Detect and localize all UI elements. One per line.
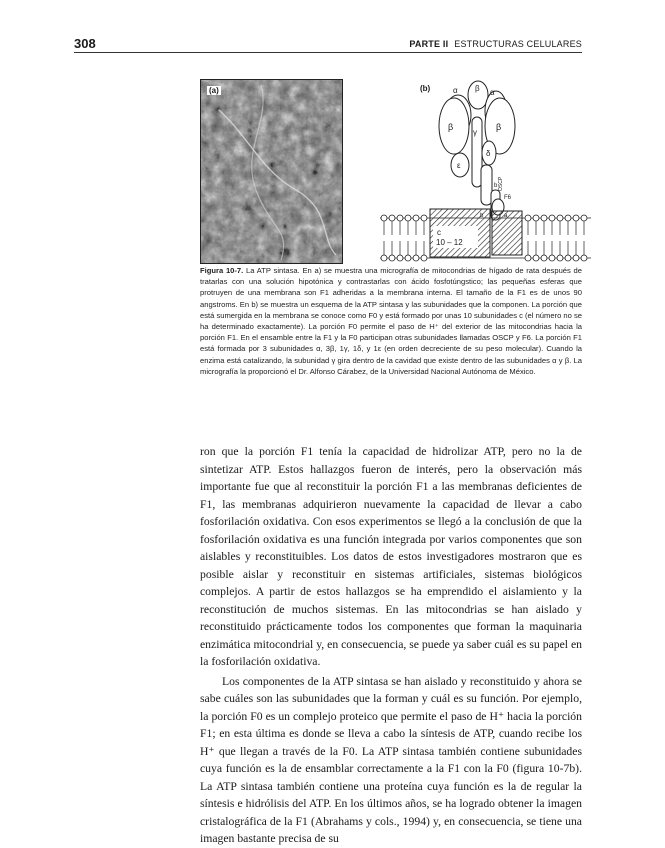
oscp-subunit — [481, 165, 492, 205]
micrograph-image — [200, 79, 343, 264]
label-gamma: γ — [473, 128, 477, 137]
label-alpha-top-left: α — [453, 86, 458, 95]
section-title: ESTRUCTURAS CELULARES — [454, 39, 582, 49]
header-rule — [74, 52, 582, 53]
label-beta-right: β — [496, 122, 502, 132]
label-c-count: 10 – 12 — [436, 238, 463, 247]
label-beta-left: β — [448, 122, 454, 132]
label-b-base: b — [480, 213, 484, 219]
label-beta-top: β — [475, 84, 480, 93]
label-oscp: OSCP — [498, 176, 504, 191]
beta-subunit-left — [439, 98, 469, 154]
page-number: 308 — [74, 36, 96, 51]
panel-a-label: (a) — [209, 86, 219, 95]
caption-label: Figura 10-7. — [200, 266, 244, 275]
part-label: PARTE II — [409, 39, 449, 49]
running-head — [409, 39, 582, 49]
label-alpha-top-right: α — [490, 88, 495, 97]
label-delta: δ — [486, 149, 491, 158]
label-epsilon: ε — [457, 161, 461, 170]
label-f6: F6 — [504, 195, 512, 201]
caption-text: La ATP sintasa. En a) se muestra una micrografía de mitocondrias de hígado de rata después de tratarlas con una solución hipotónica y contrastarlas con ácido fosfotúngstico; las pequeñas esferas que protruyen de una membrana son F1 adheridas a la membrana interna. El tamaño de la F1 es de unos 90 angstroms. En b) se muestra un esquema de la ATP sintasa y las subunidades que la componen. La porción que está sumergida en la membrana se conoce como F0 y está formado por unas 10 subunidades c (el número no se ha determinado exactamente). La porción F0 permite el paso de H⁺ del exterior de las mitocondrias hacia la porción F1. En el ensamble entre la F1 y la F0 participan otras subunidades llamadas OSCP y F6. La porción F1 está formada por 3 subunidades α, 3β, 1γ, 1δ, y 1ε (en orden decreciente de su peso molecular). Cuando la enzima está catalizando, la subunidad γ gira dentro de la cavidad que existe dentro de las subunidades α y β. La micrografía la proporcionó el Dr. Alfonso Cárabez, de la Universidad Nacional Autónoma de México. — [200, 266, 583, 376]
body-text — [200, 443, 582, 848]
paragraph-1: ron que la porción F1 tenía la capacidad de hidrolizar ATP, pero no la de sintetizar ATP. Estos hallazgos fueron de interés, pero la observación más importante fue que al reconstituir la porción F1 a las membranas deficientes de F1, las membranas adquirieron nuevamente la capacidad de llevar a cabo fosforilación oxidativa. Con esos experimentos se llegó a la conclusión de que la fosforilación oxidativa es una función integrada por varios componentes que son aislables y reconstituibles. Los datos de estos investigadores mostraron que es posible aislar y reconstituir en sistemas artificiales, sistemas biológicos complejos. A partir de estos hallazgos se ha emprendido el aislamiento y la reconstitución de muchos sistemas. En las mitocondrias se han aislado y reconstituido prácticamente todos los componentes que forman la maquinaria enzimática mitocondrial y, en consecuencia, se puede ya saber cuál es su papel en la fosforilación oxidativa. — [200, 445, 582, 668]
label-b-stalk: b — [494, 183, 498, 189]
panel-b-label: (b) — [420, 84, 431, 93]
label-c: c — [437, 228, 441, 237]
paragraph-2: Los componentes de la ATP sintasa se han aislado y reconstituido y ahora se sabe cuáles son las subunidades que la forman y cuál es su función. Por ejemplo, la porción F0 es un complejo proteico que permite el paso de H⁺ hacia la porción F1; en esta última es donde se lleva a cabo la síntesis de ATP, cuando recibe los H⁺ que llegan a través de la F0. La ATP sintasa también contiene subunidades cuya función es la de ensamblar correctamente a la F1 con la F0 (figura 10-7b). La ATP sintasa también contiene una proteína cuya función es la de regular la síntesis e hidrólisis del ATP. En los últimos años, se ha logrado obtener la imagen cristalográfica de la F1 (Abrahams y cols., 1994) y, en consecuencia, se tiene una imagen bastante precisa de su — [200, 674, 582, 845]
figure-caption — [200, 265, 582, 377]
label-a-subunit: a — [504, 213, 508, 219]
atp-synthase-diagram — [378, 75, 593, 265]
micrograph-texture — [201, 80, 342, 263]
